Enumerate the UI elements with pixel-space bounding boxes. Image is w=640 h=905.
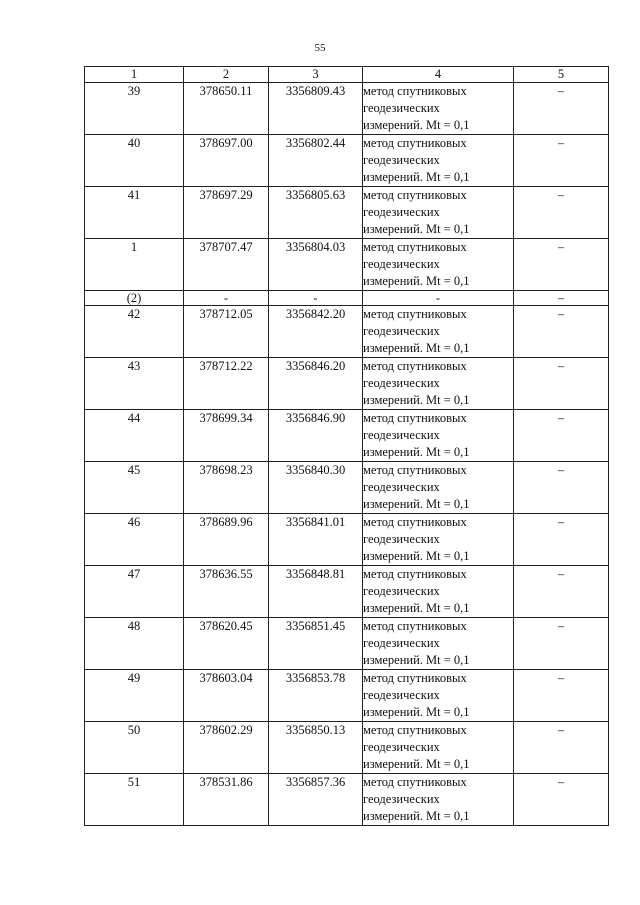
method-line: метод спутниковых [363,411,467,425]
note-cell: – [514,774,609,826]
table-row [85,514,609,566]
y-coordinate-cell: 3356841.01 [269,514,363,566]
table-row [85,135,609,187]
method-line: метод спутниковых [363,515,467,529]
method-line: метод спутниковых [363,723,467,737]
method-line: геодезических [363,205,440,219]
table-header [85,67,609,83]
y-coordinate-cell: 3356846.90 [269,410,363,462]
x-coordinate-cell: 378707.47 [184,239,269,291]
note-cell: – [514,618,609,670]
method-cell [363,722,514,774]
method-cell [363,239,514,291]
point-number-cell: 48 [85,618,184,670]
method-line: измерений. Mt = 0,1 [363,705,470,719]
note-cell: – [514,135,609,187]
method-line: - [435,291,441,305]
point-number-cell: 43 [85,358,184,410]
table-row [85,358,609,410]
y-coordinate-cell: - [269,291,363,306]
y-coordinate-cell: 3356805.63 [269,187,363,239]
table-row [85,83,609,135]
point-number-cell: 42 [85,306,184,358]
point-number-cell: 51 [85,774,184,826]
method-line: измерений. Mt = 0,1 [363,341,470,355]
method-line: измерений. Mt = 0,1 [363,118,470,132]
method-line: измерений. Mt = 0,1 [363,601,470,615]
x-coordinate-cell: 378620.45 [184,618,269,670]
method-line: метод спутниковых [363,136,467,150]
point-number-cell: 50 [85,722,184,774]
point-number-cell: 41 [85,187,184,239]
point-number-cell: 44 [85,410,184,462]
method-line: измерений. Mt = 0,1 [363,170,470,184]
point-number-cell: 45 [85,462,184,514]
x-coordinate-cell: 378602.29 [184,722,269,774]
point-number-cell: 47 [85,566,184,618]
method-cell [363,514,514,566]
note-cell: – [514,462,609,514]
header-col-3: 3 [269,67,363,83]
y-coordinate-cell: 3356804.03 [269,239,363,291]
method-line: метод спутниковых [363,619,467,633]
y-coordinate-cell: 3356850.13 [269,722,363,774]
x-coordinate-cell: - [184,291,269,306]
y-coordinate-cell: 3356840.30 [269,462,363,514]
method-line: измерений. Mt = 0,1 [363,274,470,288]
method-line: измерений. Mt = 0,1 [363,222,470,236]
method-cell [363,135,514,187]
method-line: геодезических [363,792,440,806]
method-cell [363,566,514,618]
x-coordinate-cell: 378697.00 [184,135,269,187]
method-line: метод спутниковых [363,359,467,373]
method-line: метод спутниковых [363,84,467,98]
method-line: геодезических [363,688,440,702]
method-line: геодезических [363,428,440,442]
method-cell [363,187,514,239]
method-line: метод спутниковых [363,240,467,254]
method-line: геодезических [363,480,440,494]
x-coordinate-cell: 378697.29 [184,187,269,239]
header-col-2: 2 [184,67,269,83]
method-cell [363,291,514,306]
table-row [85,410,609,462]
note-cell: – [514,291,609,306]
table-row [85,239,609,291]
y-coordinate-cell: 3356846.20 [269,358,363,410]
table-body [85,83,609,826]
note-cell: – [514,670,609,722]
method-line: геодезических [363,101,440,115]
method-line: измерений. Mt = 0,1 [363,549,470,563]
table-row [85,566,609,618]
table-row [85,618,609,670]
header-col-5: 5 [514,67,609,83]
x-coordinate-cell: 378531.86 [184,774,269,826]
coordinates-table [84,66,609,826]
method-cell [363,462,514,514]
note-cell: – [514,566,609,618]
header-col-4: 4 [363,67,514,83]
note-cell: – [514,306,609,358]
method-cell [363,358,514,410]
y-coordinate-cell: 3356809.43 [269,83,363,135]
table-row [85,462,609,514]
y-coordinate-cell: 3356857.36 [269,774,363,826]
header-col-1: 1 [85,67,184,83]
method-line: метод спутниковых [363,188,467,202]
point-number-cell: 1 [85,239,184,291]
method-line: геодезических [363,376,440,390]
table-row [85,670,609,722]
x-coordinate-cell: 378689.96 [184,514,269,566]
method-line: измерений. Mt = 0,1 [363,653,470,667]
y-coordinate-cell: 3356842.20 [269,306,363,358]
point-number-cell: 39 [85,83,184,135]
method-cell [363,410,514,462]
y-coordinate-cell: 3356853.78 [269,670,363,722]
page-number: 55 [314,42,326,54]
y-coordinate-cell: 3356802.44 [269,135,363,187]
method-line: геодезических [363,636,440,650]
note-cell: – [514,187,609,239]
x-coordinate-cell: 378712.05 [184,306,269,358]
method-cell [363,83,514,135]
method-line: геодезических [363,740,440,754]
note-cell: – [514,514,609,566]
method-line: измерений. Mt = 0,1 [363,445,470,459]
point-number-cell: (2) [85,291,184,306]
x-coordinate-cell: 378603.04 [184,670,269,722]
method-line: метод спутниковых [363,775,467,789]
method-line: геодезических [363,532,440,546]
method-line: геодезических [363,584,440,598]
method-line: измерений. Mt = 0,1 [363,393,470,407]
note-cell: – [514,83,609,135]
method-line: геодезических [363,153,440,167]
method-line: измерений. Mt = 0,1 [363,809,470,823]
method-line: метод спутниковых [363,463,467,477]
method-line: метод спутниковых [363,671,467,685]
note-cell: – [514,358,609,410]
note-cell: – [514,239,609,291]
y-coordinate-cell: 3356851.45 [269,618,363,670]
method-line: метод спутниковых [363,567,467,581]
method-line: геодезических [363,257,440,271]
x-coordinate-cell: 378712.22 [184,358,269,410]
point-number-cell: 49 [85,670,184,722]
x-coordinate-cell: 378699.34 [184,410,269,462]
point-number-cell: 46 [85,514,184,566]
method-cell [363,774,514,826]
note-cell: – [514,722,609,774]
method-line: измерений. Mt = 0,1 [363,757,470,771]
separator-row [85,291,609,306]
x-coordinate-cell: 378636.55 [184,566,269,618]
table-row [85,774,609,826]
method-cell [363,618,514,670]
point-number-cell: 40 [85,135,184,187]
method-cell [363,670,514,722]
method-line: метод спутниковых [363,307,467,321]
note-cell: – [514,410,609,462]
method-cell [363,306,514,358]
table-row [85,722,609,774]
method-line: измерений. Mt = 0,1 [363,497,470,511]
header-row [85,67,609,83]
y-coordinate-cell: 3356848.81 [269,566,363,618]
method-line: геодезических [363,324,440,338]
table-row [85,306,609,358]
table-row [85,187,609,239]
x-coordinate-cell: 378698.23 [184,462,269,514]
x-coordinate-cell: 378650.11 [184,83,269,135]
